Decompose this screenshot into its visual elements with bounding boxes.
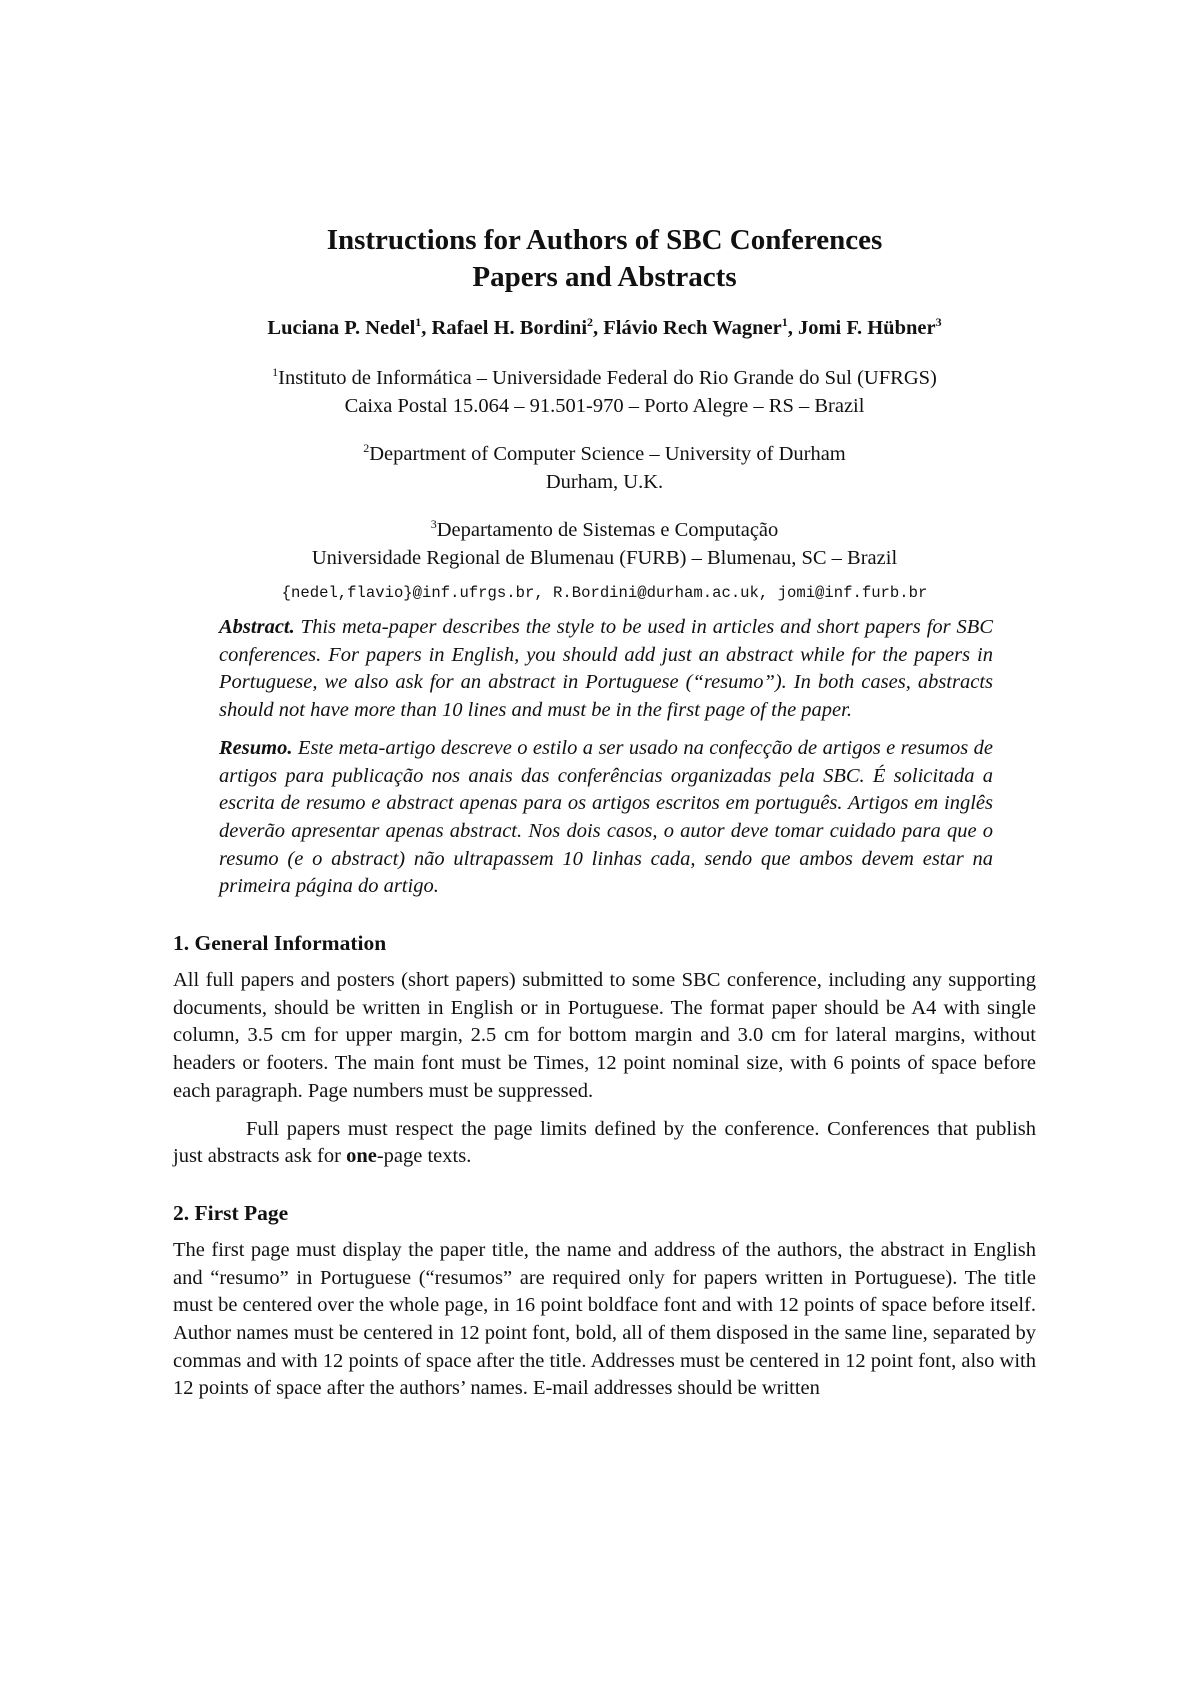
- affiliation-line: Instituto de Informática – Universidade Federal do Rio Grande do Sul (UFRGS): [278, 367, 937, 389]
- author-affiliation-mark: 1: [781, 315, 788, 330]
- author-affiliation-mark: 3: [935, 315, 942, 330]
- author-name: Luciana P. Nedel: [267, 317, 416, 339]
- body-bold-text: one: [346, 1145, 377, 1168]
- title-line-2: Papers and Abstracts: [472, 261, 737, 293]
- abstract-label: Abstract.: [219, 616, 295, 638]
- affiliation-line: Durham, U.K.: [545, 471, 664, 493]
- author-emails: {nedel,flavio}@inf.ufrgs.br, R.Bordini@durham.ac.uk, jomi@inf.furb.br: [281, 584, 928, 602]
- body-paragraph: All full papers and posters (short papers) submitted to some SBC conference, including any supporting documents, should be written in English or in Portuguese. The format paper should be A4 with single column, 3.5 cm for upper margin, 2.5 cm for bottom margin and 3.0 cm for lateral margins, without headers or footers. The main font must be Times, 12 point nominal size, with 6 points of space before each paragraph. Page numbers must be suppressed.: [173, 969, 1036, 1102]
- author-affiliation-mark: 2: [587, 315, 594, 330]
- affiliation-2: [173, 440, 1036, 496]
- resumo-label: Resumo.: [219, 736, 293, 759]
- affiliation-line: Universidade Regional de Blumenau (FURB) – Blumenau, SC – Brazil: [311, 547, 898, 569]
- abstract-paragraph: [219, 614, 993, 725]
- title-line-1: Instructions for Authors of SBC Conferences: [326, 224, 883, 256]
- author-name: Jomi F. Hübner: [797, 317, 936, 339]
- affiliation-mark: 1: [272, 365, 279, 380]
- paper-title: [173, 222, 1036, 296]
- resumo-paragraph: [219, 735, 993, 901]
- body-paragraph: The first page must display the paper title, the name and address of the authors, the abstract in English and “resumo” in Portuguese (“resumos” are required only for papers written in Portuguese). The title must be centered over the whole page, in 16 point boldface font and with 12 points of space before itself. Author names must be centered in 12 point font, bold, all of them disposed in the same line, separated by commas and with 12 points of space after the title. Addresses must be centered in 12 point font, also with 12 points of space after the authors’ names. E-mail addresses should be written: [173, 1238, 1036, 1400]
- affiliation-1: [173, 364, 1036, 420]
- affiliation-3: [173, 516, 1036, 572]
- author-name: Flávio Rech Wagner: [603, 317, 782, 339]
- author-separator: ,: [593, 317, 604, 339]
- author-affiliation-mark: 1: [415, 315, 422, 330]
- body-text: Full papers must respect the page limits defined by the conference. Conferences that publish just abstracts ask for: [173, 1117, 1036, 1168]
- affiliation-mark: 3: [430, 517, 437, 532]
- affiliation-line: Departamento de Sistemas e Computação: [436, 519, 779, 541]
- affiliation-mark: 2: [363, 441, 370, 456]
- author-name: Rafael H. Bordini: [431, 317, 588, 339]
- abstract-text: This meta-paper describes the style to be used in articles and short papers for SBC conferences. For papers in English, you should add just an abstract while for the papers in Portuguese, we also ask for an abstract in Portuguese (“resumo”). In both cases, abstracts should not have more than 10 lines and must be in the first page of the paper.: [219, 616, 993, 722]
- section-heading-general-information: 1. General Information: [173, 931, 387, 956]
- affiliation-line: Department of Computer Science – University of Durham: [369, 443, 846, 465]
- body-text: -page texts.: [376, 1145, 472, 1168]
- author-separator: ,: [787, 317, 798, 339]
- author-separator: ,: [421, 317, 432, 339]
- paper-content: [173, 222, 1036, 1403]
- affiliation-line: Caixa Postal 15.064 – 91.501-970 – Porto Alegre – RS – Brazil: [344, 395, 865, 417]
- section-heading-first-page: 2. First Page: [173, 1200, 289, 1225]
- resumo-text: Este meta-artigo descreve o estilo a ser usado na confecção de artigos e resumos de artigos para publicação nos anais das conferências organizadas pela SBC. É solicitada a escrita de resumo e abstract apenas para os artigos escritos em português. Artigos em inglês deverão apresentar apenas abstract. Nos dois casos, o autor deve tomar cuidado para que o resumo (e o abstract) não ultrapassem 10 linhas cada, sendo que ambos devem estar na primeira página do artigo.: [219, 736, 993, 898]
- author-list: [173, 317, 1036, 340]
- body-paragraph: [173, 1116, 1036, 1171]
